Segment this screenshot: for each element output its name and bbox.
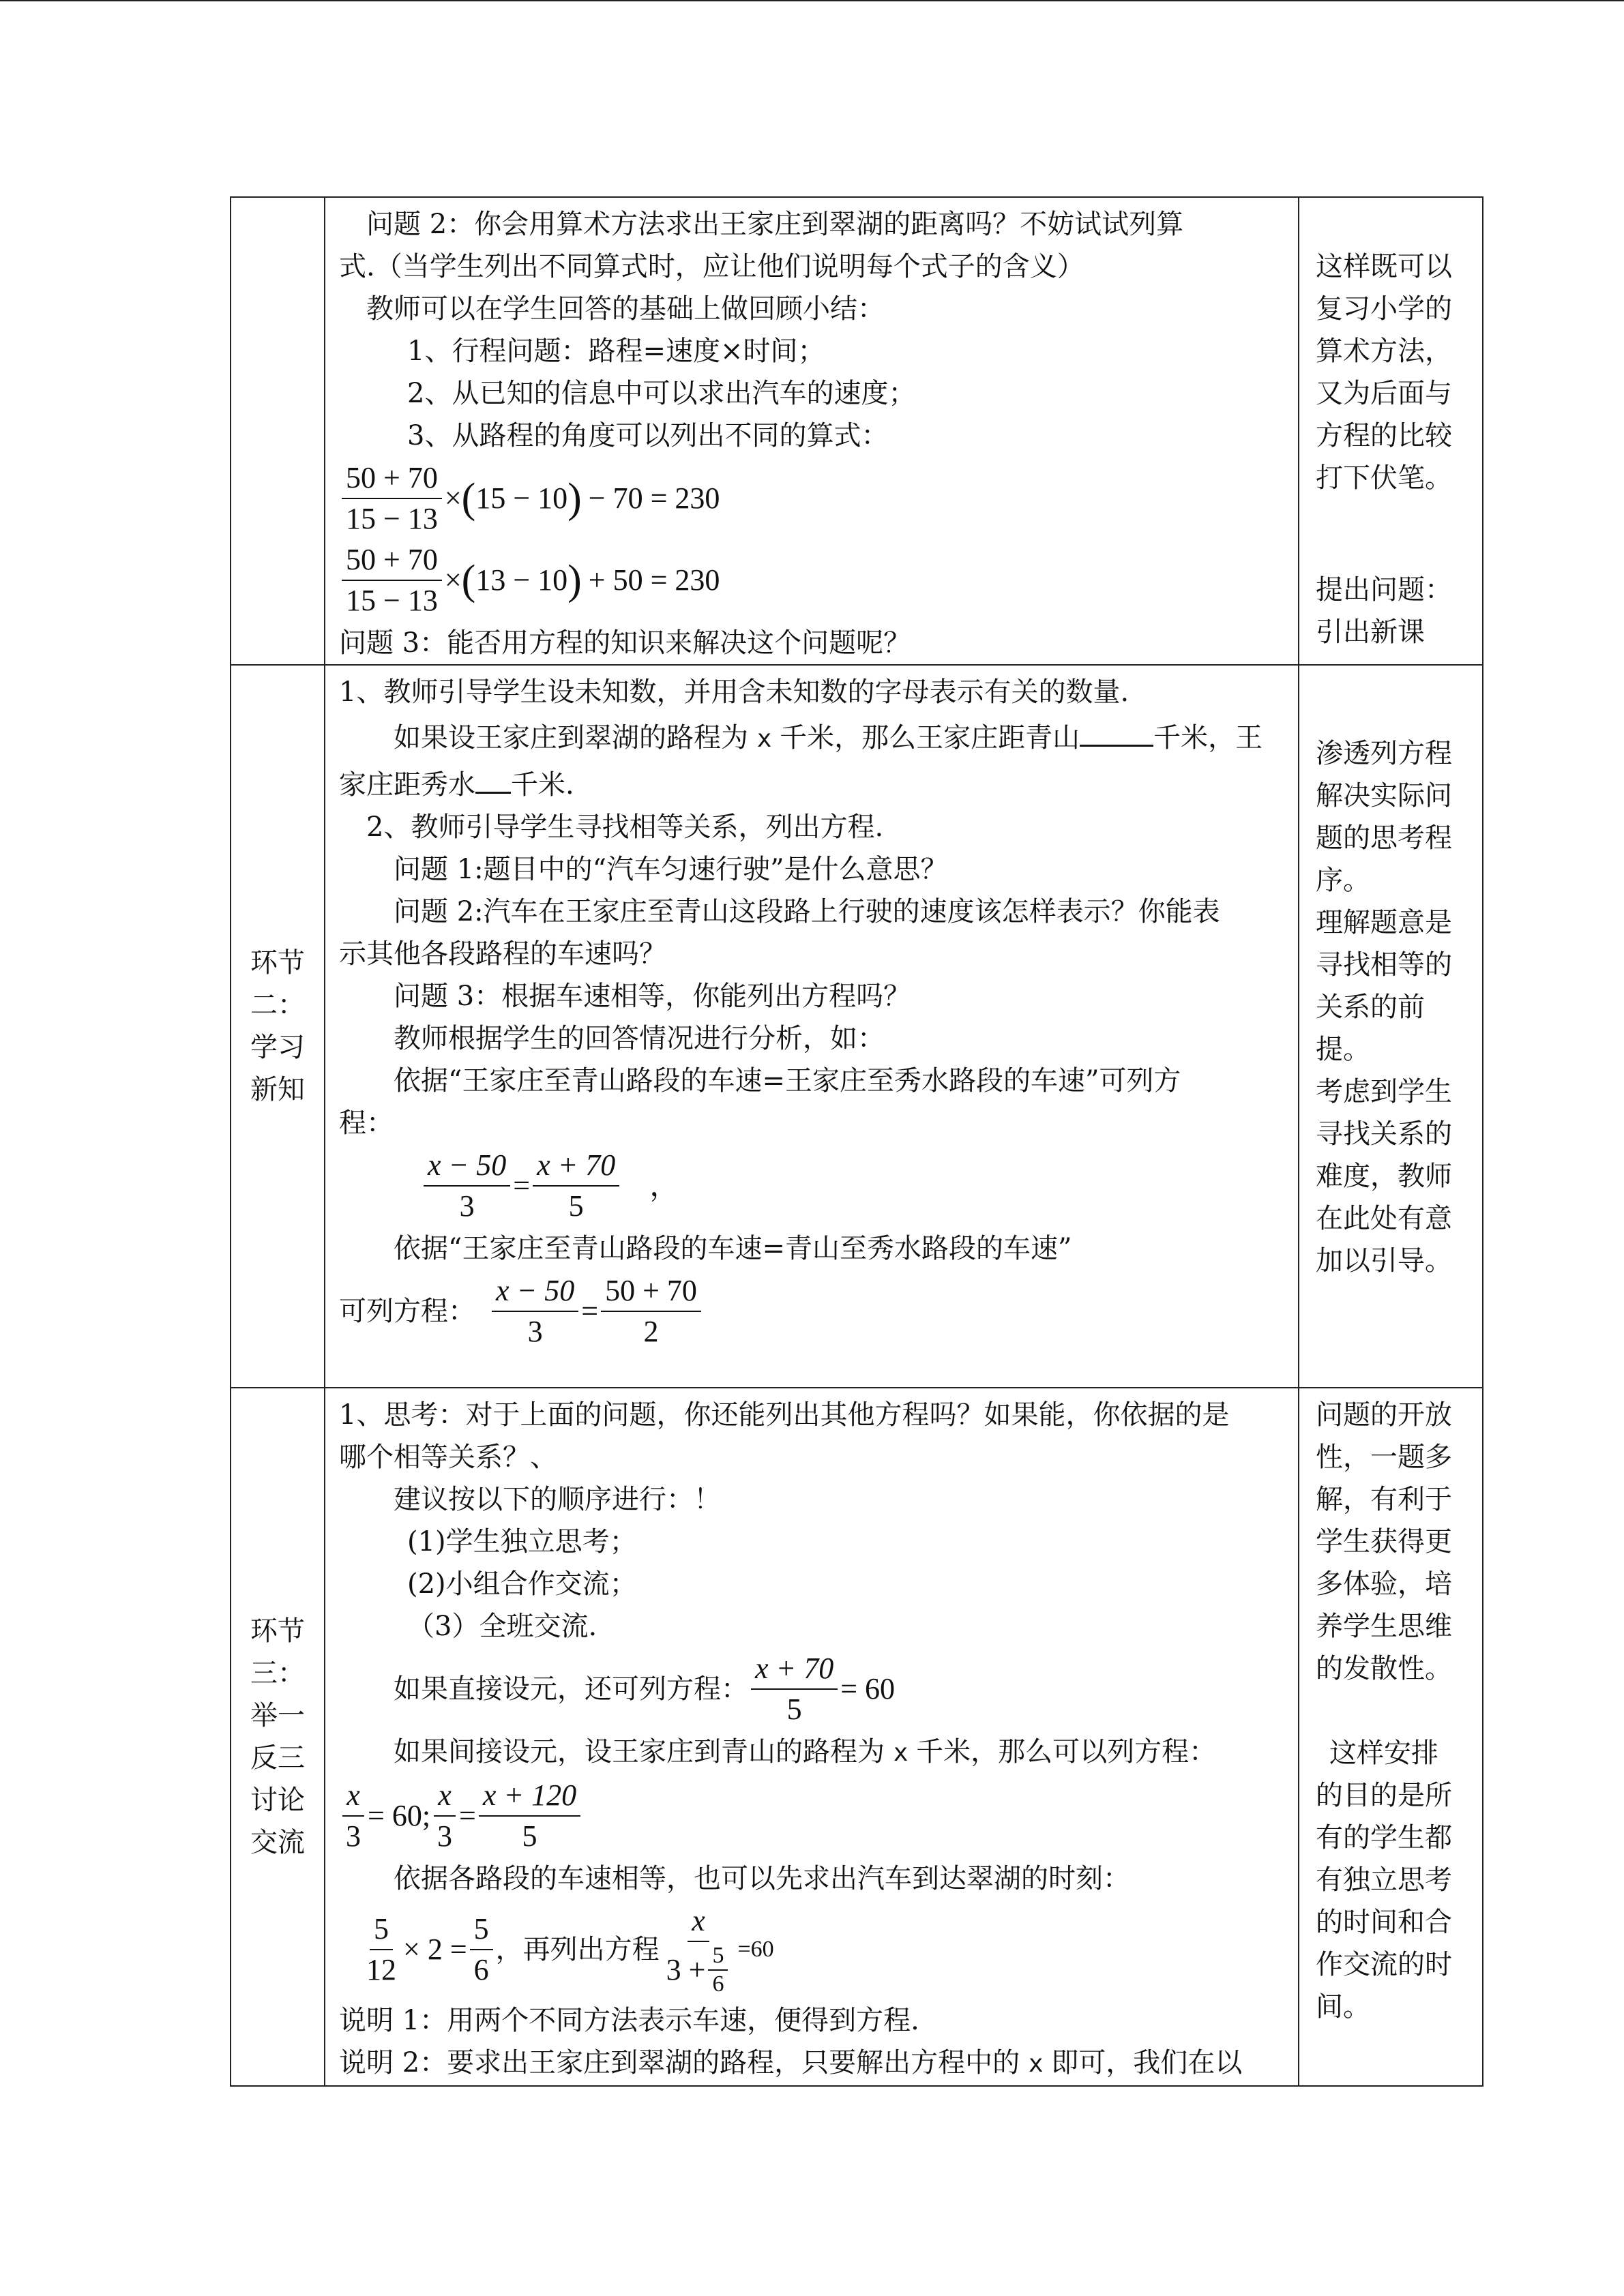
set-variable-line	[339, 713, 1284, 760]
note-line: 考虑到学生	[1316, 1076, 1452, 1107]
text: 如果设王家庄到翠湖的路程为	[394, 722, 748, 754]
fraction	[601, 1271, 701, 1352]
numerator: x	[434, 1776, 456, 1817]
indirect-line	[339, 1731, 1284, 1774]
denominator: 2	[643, 1315, 659, 1348]
note-line: 这样安排	[1329, 1738, 1438, 1769]
note-line: 引出新课	[1316, 616, 1425, 648]
fraction	[492, 1271, 578, 1352]
operator: ×	[444, 481, 462, 515]
expression: =60	[737, 1937, 774, 1962]
fraction	[751, 1649, 838, 1729]
note-line: 有独立思考	[1316, 1864, 1452, 1896]
time-equation-line	[339, 1901, 1284, 1998]
design-note-cell	[1299, 1388, 1483, 2086]
equation	[489, 1271, 704, 1352]
design-note-cell	[1299, 197, 1483, 665]
expression: 3 +	[666, 1953, 706, 1986]
table-row	[231, 665, 1483, 1388]
numerator: x	[688, 1901, 709, 1942]
table-row	[231, 1388, 1483, 2086]
text: 说明 2：要求出王家庄到翠湖的路程，只要解出方程中的	[339, 2047, 1020, 2078]
question-2-line: 问题 2：你会用算术方法求出王家庄到翠湖的距离吗？不妨试试列算	[366, 209, 1184, 240]
phase-label: 学习	[250, 1032, 305, 1063]
variable-x: x	[756, 725, 771, 753]
note-line: 寻找相等的	[1316, 949, 1452, 981]
phase-label: 环节	[250, 947, 305, 979]
denominator: 3	[437, 1819, 453, 1853]
numerator: x − 50	[492, 1271, 578, 1312]
equation-label: 如果直接设元，还可列方程：	[394, 1673, 748, 1705]
fraction	[424, 1146, 510, 1226]
note-line: 方程的比较	[1316, 420, 1452, 451]
note-line: 又为后面与	[1316, 378, 1452, 409]
phase-cell-empty	[231, 197, 325, 665]
note-line: 提。	[1316, 1034, 1370, 1065]
note-line: 理解题意是	[1316, 907, 1452, 938]
text: 千米.	[511, 769, 574, 801]
text: 千米，那么王家庄距青山	[780, 722, 1080, 754]
direct-equation-line	[339, 1649, 1284, 1729]
note-line: 在此处有意	[1316, 1203, 1452, 1234]
variable-x: x	[1028, 2050, 1043, 2078]
denominator: 15 − 13	[346, 584, 438, 617]
phase-label: 二：	[250, 989, 305, 1021]
note-line: 问题的开放	[1316, 1399, 1452, 1431]
fraction	[342, 1776, 365, 1856]
numerator: x + 70	[533, 1146, 619, 1187]
top-border-line	[0, 0, 1624, 1]
denominator: 3	[346, 1819, 361, 1853]
numerator: x + 70	[751, 1649, 838, 1690]
note-line: 难度，教师	[1316, 1161, 1452, 1192]
text: 即可，我们在以	[1051, 2047, 1243, 2078]
paren: )	[567, 557, 582, 603]
summary-point: 3、从路程的角度可以列出不同的算式：	[407, 420, 889, 451]
denominator: 3	[527, 1315, 543, 1348]
expression: − 70 = 230	[588, 481, 720, 515]
fraction	[470, 1909, 493, 1990]
operator: ×	[444, 563, 462, 597]
fraction	[533, 1146, 619, 1226]
phase-label: 讨论	[250, 1785, 305, 1816]
question-2-line: 式.（当学生列出不同算式时，应让他们说明每个式子的含义）	[339, 251, 1084, 282]
note-line: 解，有利于	[1316, 1484, 1452, 1515]
time-line: 依据各路段的车速相等，也可以先求出汽车到达翠湖的时刻：	[394, 1863, 1130, 1894]
note-line: 打下伏笔。	[1316, 462, 1452, 494]
note-line: 学生获得更	[1316, 1526, 1452, 1557]
operator: =	[581, 1294, 599, 1328]
summary-point: 2、从已知的信息中可以求出汽车的速度；	[407, 378, 916, 409]
basis-line: 程：	[339, 1107, 394, 1139]
expression: = 60	[840, 1672, 896, 1705]
expression: + 50 = 230	[588, 563, 720, 597]
question-line: 问题 3：根据车速相等，你能列出方程吗？	[394, 981, 911, 1012]
note-line: 的发散性。	[1316, 1653, 1452, 1684]
basis-line: 依据“王家庄至青山路段的车速=王家庄至秀水路段的车速”可列方	[394, 1065, 1181, 1097]
note-line: 寻找关系的	[1316, 1118, 1452, 1150]
equation	[359, 1909, 496, 1990]
note-line: 渗透列方程	[1316, 738, 1452, 769]
suggest-line: 建议按以下的顺序进行：！	[394, 1484, 721, 1515]
fraction	[479, 1776, 580, 1856]
paren: )	[567, 475, 582, 522]
denominator: 6	[712, 1971, 724, 1997]
numerator: x + 120	[479, 1776, 580, 1817]
expression: 13 − 10	[475, 563, 568, 597]
note-line: 多体验，培	[1316, 1568, 1452, 1600]
denominator: 5	[568, 1189, 584, 1223]
note-line: 的目的是所	[1316, 1780, 1452, 1811]
equation	[339, 1146, 1284, 1226]
lesson-plan-table	[230, 196, 1483, 2087]
denominator: 15 − 13	[346, 502, 438, 535]
denominator: 5	[522, 1819, 537, 1853]
text: 千米，那么可以列方程：	[916, 1736, 1217, 1768]
fill-blank	[1080, 713, 1153, 747]
numerator: 5	[370, 1909, 393, 1950]
denominator: 12	[366, 1953, 396, 1986]
operator: =	[513, 1169, 531, 1202]
note-line: 序。	[1316, 865, 1370, 896]
basis-line: 依据“王家庄至青山路段的车速=青山至秀水路段的车速”	[394, 1233, 1072, 1264]
arithmetic-equation-2	[339, 540, 1284, 621]
note-line: 间。	[1316, 1991, 1370, 2023]
expression: = 60;	[368, 1799, 431, 1832]
step-item: （3）全班交流.	[407, 1611, 597, 1642]
question-3-line: 问题 3：能否用方程的知识来解决这个问题呢？	[339, 627, 911, 659]
note-line: 算术方法，	[1316, 336, 1452, 367]
text: 家庄距秀水	[339, 769, 475, 801]
phase-label: 三：	[250, 1658, 305, 1689]
question-line: 示其他各段路程的车速吗？	[339, 938, 666, 970]
note-line: 性，一题多	[1316, 1442, 1452, 1473]
note-line: 复习小学的	[1316, 293, 1452, 325]
fraction	[662, 1901, 735, 1998]
question-line: 问题 2:汽车在王家庄至青山这段路上行驶的速度该怎样表示？你能表	[394, 896, 1220, 927]
note-line: 有的学生都	[1316, 1822, 1452, 1853]
note-line: 题的思考程	[1316, 822, 1452, 854]
phase-label: 新知	[250, 1074, 305, 1105]
equation-label: ，再列出方程	[495, 1934, 660, 1965]
fill-blank	[475, 760, 511, 794]
text: 千米，王	[1153, 722, 1263, 754]
numerator: 50 + 70	[342, 540, 442, 581]
text: 如果间接设元，设王家庄到青山的路程为	[394, 1736, 885, 1768]
phase-cell	[231, 665, 325, 1388]
note-line: 这样既可以	[1316, 251, 1452, 282]
numerator: 5	[708, 1942, 728, 1971]
numerator: 50 + 70	[601, 1271, 701, 1312]
phase-label: 反三	[250, 1742, 305, 1774]
fraction	[342, 540, 442, 621]
phase-cell	[231, 1388, 325, 2086]
denominator: 5	[786, 1693, 802, 1726]
equation	[748, 1649, 895, 1729]
explanation-line	[339, 2042, 1284, 2085]
fraction	[708, 1942, 728, 1998]
indirect-equation	[339, 1776, 1284, 1856]
expression: × 2 =	[403, 1933, 467, 1966]
numerator: x	[342, 1776, 364, 1817]
design-note-cell	[1299, 665, 1483, 1388]
content-cell	[325, 665, 1299, 1388]
think-line: 哪个相等关系？、	[339, 1442, 557, 1473]
step-item: (2)小组合作交流；	[407, 1568, 637, 1600]
denominator	[662, 1942, 735, 1998]
numerator: x − 50	[424, 1146, 510, 1187]
paren: (	[461, 475, 476, 522]
equation-label: 可列方程：	[339, 1296, 475, 1327]
think-line: 1、思考：对于上面的问题，你还能列出其他方程吗？如果能，你依据的是	[339, 1399, 1230, 1431]
analysis-line: 教师根据学生的回答情况进行分析，如：	[394, 1023, 885, 1054]
content-cell	[325, 197, 1299, 665]
phase-label: 举一	[250, 1700, 305, 1731]
explanation-line: 说明 1：用两个不同方法表示车速，便得到方程.	[339, 2005, 919, 2036]
numerator: 5	[470, 1909, 493, 1950]
content-cell	[325, 1388, 1299, 2086]
punctuation: ，	[649, 1169, 680, 1202]
equation-line	[339, 1271, 1284, 1352]
denominator: 3	[459, 1189, 475, 1223]
summary-point: 1、行程问题：路程=速度×时间；	[407, 336, 825, 367]
expression: 15 − 10	[475, 481, 568, 515]
phase-label: 交流	[250, 1827, 305, 1858]
set-variable-line	[339, 760, 1284, 806]
phase-label: 环节	[250, 1615, 305, 1647]
note-line: 解决实际问	[1316, 780, 1452, 811]
step-line: 2、教师引导学生寻找相等关系，列出方程.	[366, 811, 884, 843]
table-row	[231, 197, 1483, 665]
denominator: 6	[473, 1953, 489, 1986]
note-line: 提出问题：	[1316, 574, 1452, 606]
note-line: 养学生思维	[1316, 1611, 1452, 1642]
note-line: 加以引导。	[1316, 1245, 1452, 1277]
paren: (	[461, 557, 476, 603]
operator: =	[459, 1799, 476, 1832]
arithmetic-equation-1	[339, 458, 1284, 539]
fraction	[433, 1776, 456, 1856]
fraction	[342, 458, 442, 539]
note-line: 作交流的时	[1316, 1949, 1452, 1980]
fraction	[362, 1909, 400, 1990]
step-item: (1)学生独立思考；	[407, 1526, 637, 1557]
equation	[660, 1901, 774, 1998]
numerator: 50 + 70	[342, 458, 442, 499]
note-line: 关系的前	[1316, 992, 1425, 1023]
variable-x: x	[893, 1739, 908, 1767]
question-line: 问题 1:题目中的“汽车匀速行驶”是什么意思？	[394, 854, 948, 885]
review-intro: 教师可以在学生回答的基础上做回顾小结：	[366, 293, 885, 325]
step-line: 1、教师引导学生设未知数，并用含未知数的字母表示有关的数量.	[339, 676, 1130, 708]
note-line: 的时间和合	[1316, 1907, 1452, 1938]
